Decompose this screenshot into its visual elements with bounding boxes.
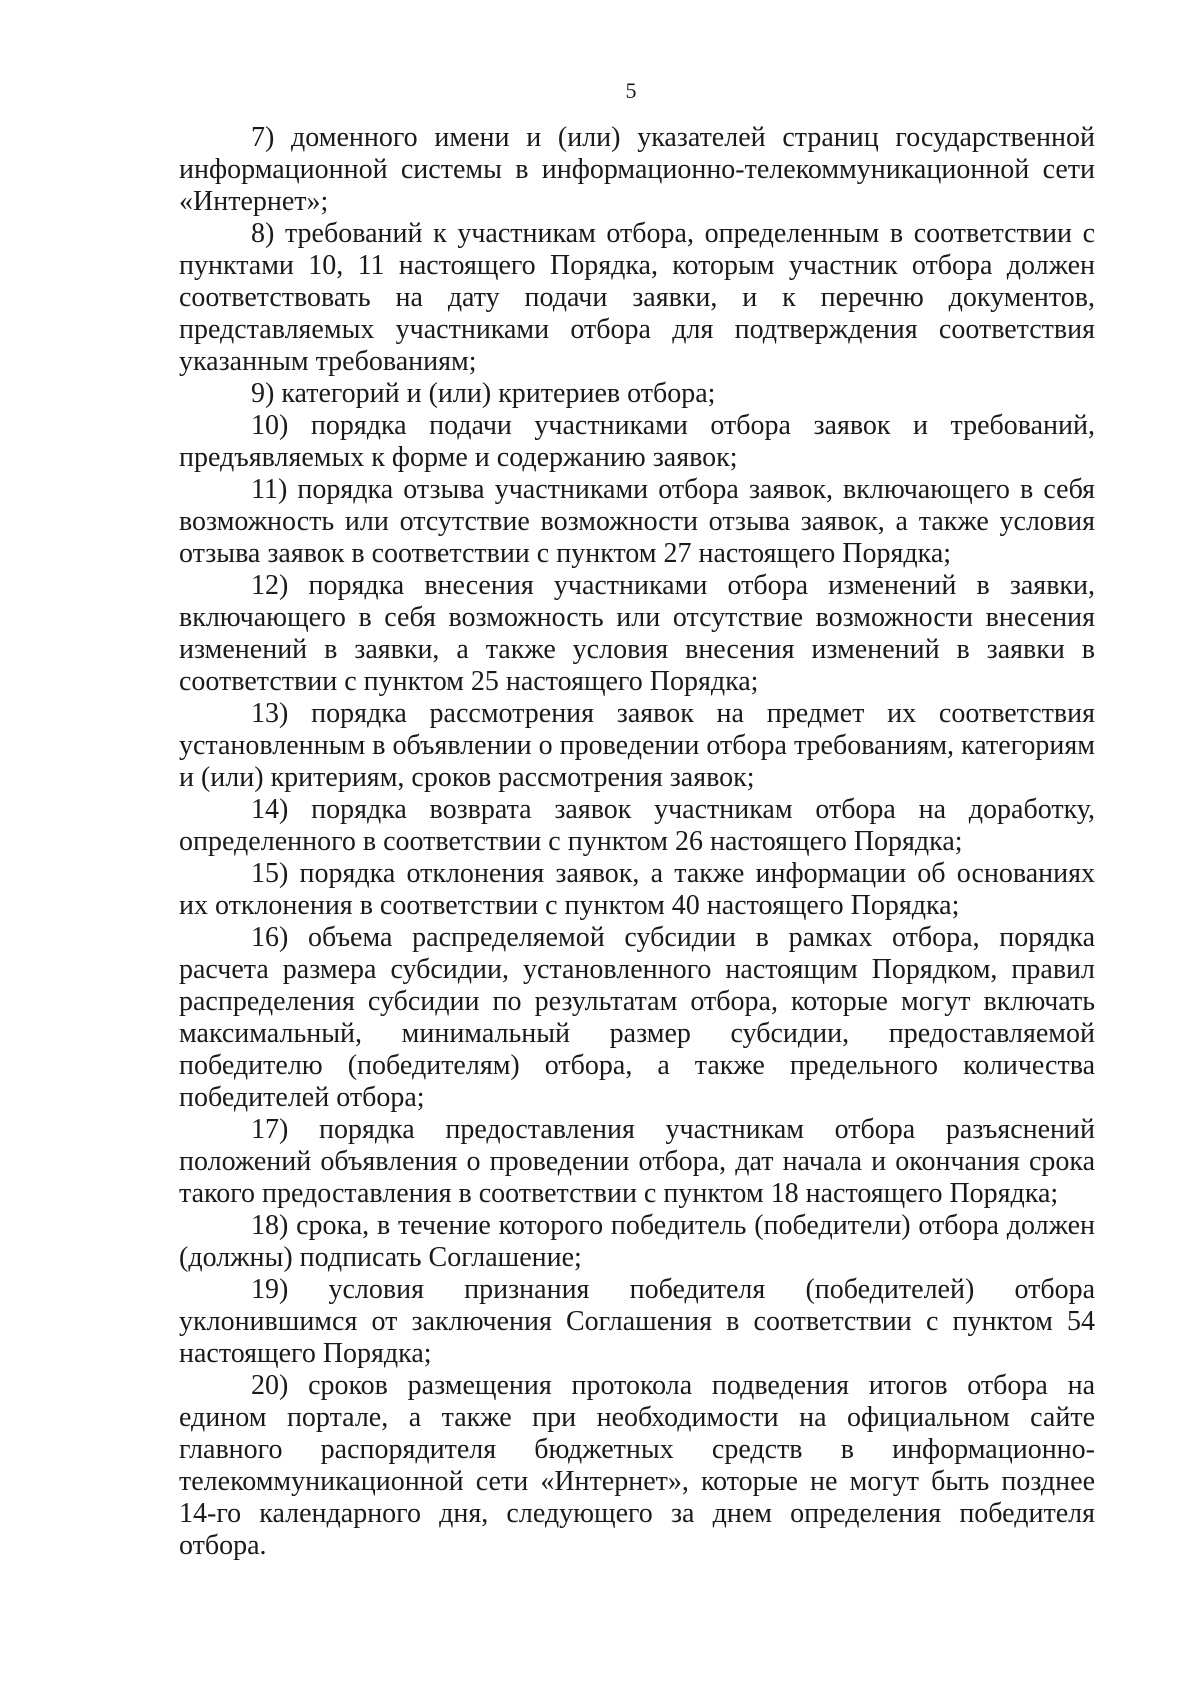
list-item-16: 16) объема распределяемой субсидии в рамках отбора, порядка расчета размера субсидии, установленного настоящим Порядком, правил распределения субсидии по результатам отбора, которые могут включать максимальный, минимальный размер субсидии, предоставляемой победителю (победителям) отбора, а также предельного количества победителей отбора; bbox=[179, 922, 1095, 1113]
list-item-14: 14) порядка возврата заявок участникам отбора на доработку, определенного в соответствии с пунктом 26 настоящего Порядка; bbox=[179, 794, 1095, 857]
list-item-19: 19) условия признания победителя (победителей) отбора уклонившимся от заключения Соглашения в соответствии с пунктом 54 настоящего Порядка; bbox=[179, 1274, 1095, 1369]
list-item-20: 20) сроков размещения протокола подведения итогов отбора на едином портале, а также при необходимости на официальном сайте главного распорядителя бюджетных средств в информационно-телекоммуникационной сети «Интернет», которые не могут быть позднее 14-го календарного дня, следующего за днем определения победителя отбора. bbox=[179, 1370, 1095, 1561]
list-item-15: 15) порядка отклонения заявок, а также информации об основаниях их отклонения в соответствии с пунктом 40 настоящего Порядка; bbox=[179, 858, 1095, 921]
list-item-8: 8) требований к участникам отбора, определенным в соответствии с пунктами 10, 11 настоящего Порядка, которым участник отбора должен соответствовать на дату подачи заявки, и к перечню документов, представляемых участниками отбора для подтверждения соответствия указанным требованиям; bbox=[179, 218, 1095, 377]
list-item-7: 7) доменного имени и (или) указателей страниц государственной информационной системы в информационно-телекоммуникационной сети «Интернет»; bbox=[179, 122, 1095, 217]
list-item-10: 10) порядка подачи участниками отбора заявок и требований, предъявляемых к форме и содержанию заявок; bbox=[179, 410, 1095, 473]
document-body bbox=[179, 122, 1095, 1562]
list-item-9: 9) категорий и (или) критериев отбора; bbox=[251, 378, 716, 409]
list-item-13: 13) порядка рассмотрения заявок на предмет их соответствия установленным в объявлении о проведении отбора требованиям, категориям и (или) критериям, сроков рассмотрения заявок; bbox=[179, 698, 1095, 793]
list-item-11: 11) порядка отзыва участниками отбора заявок, включающего в себя возможность или отсутствие возможности отзыва заявок, а также условия отзыва заявок в соответствии с пунктом 27 настоящего Порядка; bbox=[179, 474, 1095, 569]
list-item-18: 18) срока, в течение которого победитель (победители) отбора должен (должны) подписать Соглашение; bbox=[179, 1210, 1095, 1273]
page-number: 5 bbox=[625, 78, 637, 103]
list-item-17: 17) порядка предоставления участникам отбора разъяснений положений объявления о проведении отбора, дат начала и окончания срока такого предоставления в соответствии с пунктом 18 настоящего Порядка; bbox=[179, 1114, 1095, 1209]
list-item-12: 12) порядка внесения участниками отбора изменений в заявки, включающего в себя возможность или отсутствие возможности внесения изменений в заявки, а также условия внесения изменений в заявки в соответствии с пунктом 25 настоящего Порядка; bbox=[179, 570, 1095, 697]
